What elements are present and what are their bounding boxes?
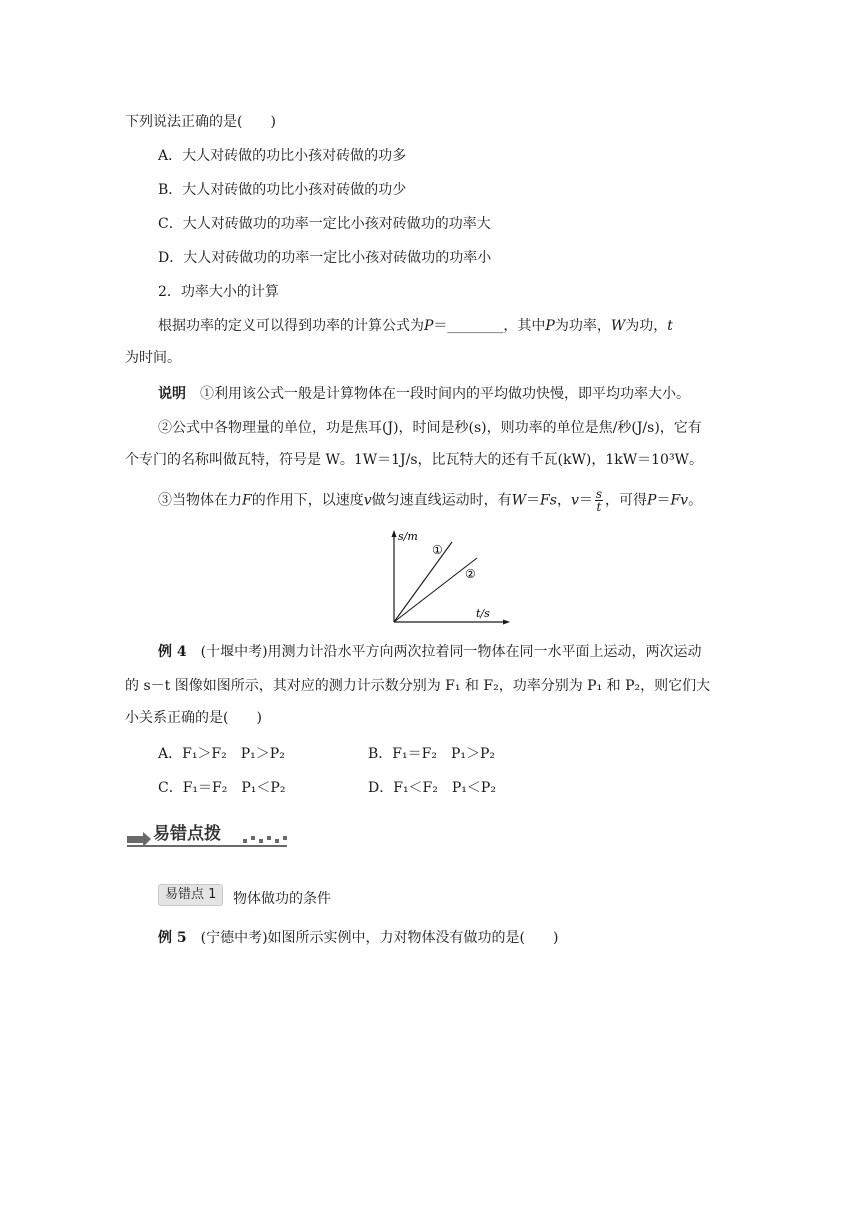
line-1-label: ①: [432, 543, 443, 557]
example-4-option-a: A．F₁＞F₂ P₁＞P₂: [158, 746, 285, 762]
formula-paragraph-line2: 为时间。: [125, 350, 181, 366]
note-2-line1: ②公式中各物理量的单位，功是焦耳(J)，时间是秒(s)，则功率的单位是焦/秒(J/s)，它有: [158, 420, 702, 436]
example-5: 例 5 (宁德中考)如图所示实例中，力对物体没有做功的是( ): [158, 930, 559, 946]
note-3: ③当物体在力F的作用下，以速度v做匀速直线运动时，有W＝Fs，v＝ $\frac{s}{t}$ ，可得P＝Fv。: [158, 487, 703, 514]
example-4-option-d: D．F₁＜F₂ P₁＜P₂: [368, 780, 496, 796]
section-title: 易错点拨: [153, 824, 221, 844]
option-b: B．大人对砖做的功比小孩对砖做的功少: [158, 182, 407, 198]
option-c: C．大人对砖做功的功率一定比小孩对砖做功的功率大: [158, 216, 491, 232]
example-4-line1: 例 4 (十堰中考)用测力计沿水平方向两次拉着同一物体在同一水平面上运动，两次运动: [158, 644, 702, 660]
note-label: 说明: [158, 386, 186, 402]
line-1: [394, 542, 452, 622]
s-t-graph: [372, 528, 512, 628]
option-d: D．大人对砖做功的功率一定比小孩对砖做功的功率小: [158, 250, 492, 266]
y-axis-label: s/m: [398, 530, 418, 543]
error-point-title: 物体做功的条件: [233, 891, 331, 907]
arrow-icon: [127, 832, 151, 847]
y-axis-arrow: [392, 530, 397, 537]
example-4-label: 例 4: [158, 644, 187, 660]
line-2-label: ②: [465, 567, 476, 581]
example-4-option-b: B．F₁＝F₂ P₁＞P₂: [368, 746, 496, 762]
section-2-title: 2．功率大小的计算: [158, 284, 279, 300]
note-1: 说明 ①利用该公式一般是计算物体在一段时间内的平均做功快慢，即平均功率大小。: [158, 386, 690, 402]
example-4-line2: 的 s－t 图像如图所示，其对应的测力计示数分别为 F₁ 和 F₂，功率分别为 P₁ 和 P₂，则它们大: [125, 678, 711, 694]
question-intro: 下列说法正确的是( ): [125, 114, 276, 130]
x-axis-label: t/s: [476, 607, 490, 620]
x-axis-arrow: [503, 620, 510, 625]
note-2-line2: 个专门的名称叫做瓦特，符号是 W。1W＝1J/s，比瓦特大的还有千瓦(kW)，1kW＝10³W。: [125, 452, 703, 468]
section-underline: [127, 845, 287, 847]
section-header: [125, 824, 295, 850]
s-over-t-fraction: $\frac{s}{t}$: [595, 487, 603, 514]
example-4-line3: 小关系正确的是( ): [125, 710, 262, 726]
option-a: A．大人对砖做的功比小孩对砖做的功多: [158, 148, 407, 164]
example-5-label: 例 5: [158, 930, 187, 946]
error-point-tag: 易错点 1: [158, 884, 223, 906]
example-4-option-c: C．F₁＝F₂ P₁＜P₂: [158, 780, 286, 796]
formula-paragraph-line1: 根据功率的定义可以得到功率的计算公式为P＝________，其中P为功率，W为功，t: [158, 318, 673, 334]
